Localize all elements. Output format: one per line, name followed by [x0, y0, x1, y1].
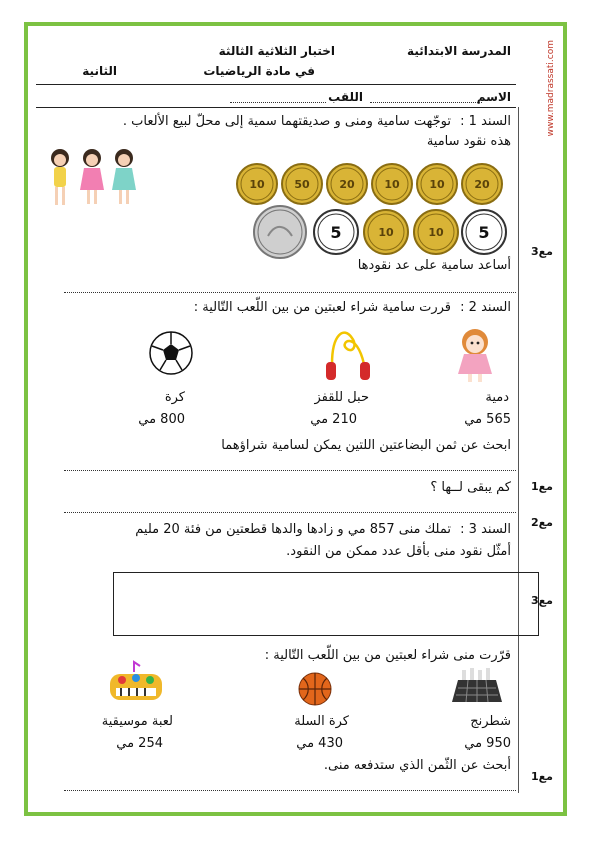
item-doll-name: دمية: [485, 390, 509, 405]
grade-label: الثانية: [82, 64, 117, 78]
section2-question2: كم يبقى لــها ؟: [430, 480, 511, 495]
surname-label: اللقب: [328, 90, 363, 104]
item-rope-price: 210 مي: [310, 412, 357, 427]
section2-text: قررت سامية شراء لعبتين من بين اللّعب التّالية :: [193, 300, 451, 315]
girl-1: [51, 149, 69, 205]
section4-text: قرّرت منى شراء لعبتين من بين اللّعب التّالية :: [264, 648, 511, 663]
answer-line-4[interactable]: [64, 790, 516, 791]
coin-20: [327, 164, 367, 204]
item-ball-price: 800 مي: [138, 412, 185, 427]
basketball-icon: [298, 672, 332, 706]
svg-text:20: 20: [474, 178, 490, 191]
item-basketball-name: كرة السلة: [294, 714, 349, 729]
name-field[interactable]: [370, 102, 482, 103]
svg-text:10: 10: [428, 226, 444, 239]
section3-text: تملك منى 857 مي و زادها والدها قطعتين من فئة 20 مليم: [135, 522, 451, 537]
item-basketball-price: 430 مي: [296, 736, 343, 751]
section3-criterion-box: مع3: [531, 594, 553, 607]
section4-question: أبحث عن الثّمن الذي ستدفعه منى.: [323, 758, 511, 773]
school-name: المدرسة الابتدائية: [407, 44, 511, 58]
coin-10: [364, 210, 408, 254]
girl-2: [80, 149, 104, 204]
girl-3: [112, 149, 136, 204]
svg-text:10: 10: [249, 178, 265, 191]
margin-line: [518, 107, 519, 793]
subject-title: في مادة الرياضيات: [203, 64, 315, 78]
item-rope-name: حبل للقفز: [314, 390, 369, 405]
section1-criterion: مع3: [531, 245, 553, 258]
item-doll-price: 565 مي: [464, 412, 511, 427]
section3-title: السند 3 :: [460, 522, 511, 537]
coin-10: [372, 164, 412, 204]
answer-line-1[interactable]: [64, 292, 516, 293]
item-chess-name: شطرنج: [470, 714, 511, 729]
coin-10: [417, 164, 457, 204]
item-ball-name: كرة: [164, 390, 185, 405]
surname-field[interactable]: [230, 102, 326, 103]
soccer-ball-icon: [148, 330, 194, 376]
coin-200: [254, 206, 306, 258]
section1-question: أساعد سامية على عد نقودها: [357, 258, 511, 273]
section1-title: السند 1 :: [460, 114, 511, 129]
item-chess-price: 950 مي: [464, 736, 511, 751]
coin-20: [462, 164, 502, 204]
item-music-name: لعبة موسيقية: [101, 714, 173, 729]
header-bottom-line: [36, 107, 516, 108]
svg-text:10: 10: [384, 178, 400, 191]
section3-sub: أمثّل نقود منى بأقل عدد ممكن من النقود.: [286, 544, 511, 559]
answer-line-3[interactable]: [64, 512, 516, 513]
girls-illustration: [46, 146, 138, 208]
coins-row-2: [246, 206, 508, 258]
svg-text:20: 20: [339, 178, 355, 191]
jump-rope-icon: [322, 324, 374, 382]
test-title: اختبار الثلاثية الثالثة: [218, 44, 335, 58]
item-music-price: 254 مي: [116, 736, 163, 751]
answer-line-2[interactable]: [64, 470, 516, 471]
coins-row-1: [232, 160, 504, 206]
header-divider: [36, 84, 516, 85]
section1-text: توجّهت سامية ومنى و صديقتهما سمية إلى محلّ لبيع الألعاب .: [122, 114, 451, 129]
coin-5: [462, 210, 506, 254]
coin-5: [314, 210, 358, 254]
coin-10: [237, 164, 277, 204]
svg-text:50: 50: [294, 178, 310, 191]
coin-50: [282, 164, 322, 204]
doll-icon: [452, 326, 498, 382]
section2-question: ابحث عن ثمن البضاعتين اللتين يمكن لسامية شراؤهما: [221, 438, 511, 453]
section2-criterion1: مع1: [531, 480, 553, 493]
coin-10: [414, 210, 458, 254]
chess-board-icon: [452, 668, 502, 704]
section1-sub: هذه نقود سامية: [426, 134, 511, 149]
section2-title: السند 2 :: [460, 300, 511, 315]
watermark-text: www.madrassati.com: [546, 40, 556, 137]
section4-criterion: مع1: [531, 770, 553, 783]
svg-text:5: 5: [330, 223, 342, 242]
svg-text:5: 5: [478, 223, 490, 242]
svg-text:10: 10: [429, 178, 445, 191]
svg-text:10: 10: [378, 226, 394, 239]
music-toy-icon: [106, 658, 166, 704]
name-label: الاسم: [476, 90, 511, 104]
answer-box[interactable]: [113, 572, 539, 636]
section3-criterion-top: مع2: [531, 516, 553, 529]
